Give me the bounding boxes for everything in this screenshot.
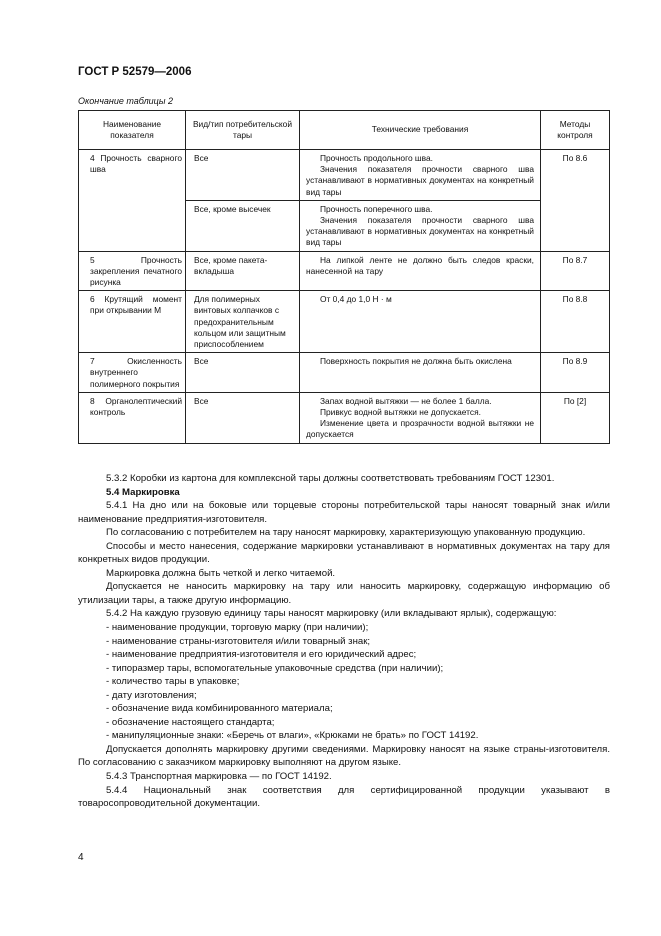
- table-row: [79, 291, 610, 353]
- header-container-type: Вид/тип потребительской тары: [186, 111, 300, 150]
- list-item: - наименование страны-изготовителя и/или товарный знак;: [106, 635, 371, 647]
- list-item: - типоразмер тары, вспомогательные упаковочные средства (при наличии);: [106, 662, 444, 674]
- table-header-row: [79, 111, 610, 150]
- type-cell: Все: [186, 353, 300, 393]
- type-cell: Все: [186, 150, 300, 201]
- table-row: [79, 353, 610, 393]
- requirement-cell: От 0,4 до 1,0 Н · м: [300, 291, 541, 353]
- page-number: 4: [78, 852, 84, 863]
- table-row: [79, 251, 610, 291]
- header-requirements: Технические требования: [300, 111, 541, 150]
- list-item: - обозначение настоящего стандарта;: [106, 716, 275, 728]
- list-item: - обозначение вида комбинированного материала;: [106, 703, 333, 715]
- paragraph: Способы и место нанесения, содержание маркировки устанавливают в нормативных документах на тару для конкретных видов продукции.: [78, 540, 610, 566]
- list-item: - количество тары в упаковке;: [106, 676, 240, 688]
- list-item: - наименование предприятия-изготовителя и его юридический адрес;: [106, 649, 417, 661]
- requirement-cell: Прочность поперечного шва. Значения показателя прочности сварного шва устанавливают в нормативных документах на конкретный вид тары: [300, 200, 541, 251]
- paragraph: Допускается не наносить маркировку на тару или наносить маркировку, содержащую информацию об утилизации тары, а также другую информацию.: [78, 581, 610, 606]
- method-cell: По 8.8: [541, 291, 610, 353]
- header-indicator: Наименование показателя: [79, 111, 186, 150]
- method-cell: По [2]: [541, 392, 610, 443]
- indicator-cell: 7 Окисленность внутреннего полимерного покрытия: [79, 353, 186, 393]
- type-cell: Все: [186, 392, 300, 443]
- indicator-cell: 8 Органолептический контроль: [79, 392, 186, 443]
- indicator-cell: 5 Прочность закрепления печатного рисунка: [79, 251, 186, 291]
- paragraph-5-4-2: 5.4.2 На каждую грузовую единицу тары наносят маркировку (или вкладывают ярлык), содержащую:: [106, 608, 557, 620]
- body-text: [78, 472, 610, 811]
- marking-list: [78, 621, 610, 743]
- table-row: [79, 150, 610, 201]
- paragraph-5-4-4: 5.4.4 Национальный знак соответствия для сертифицированной продукции указывают в товаросопроводительной документации.: [78, 784, 610, 810]
- type-cell: Все, кроме высечек: [186, 200, 300, 251]
- document-code: ГОСТ Р 52579—2006: [78, 66, 192, 78]
- table-row: [79, 392, 610, 443]
- type-cell: Для полимерных винтовых колпачков с предохранительным кольцом или защитным приспособлением: [186, 291, 300, 353]
- header-control-methods: Методы контроля: [541, 111, 610, 150]
- paragraph: По согласованию с потребителем на тару наносят маркировку, характеризующую упакованную продукцию.: [106, 527, 586, 539]
- list-item: - дату изготовления;: [106, 689, 197, 701]
- requirement-cell: На липкой ленте не должно быть следов краски, нанесенной на тару: [300, 251, 541, 291]
- section-heading-marking: 5.4 Маркировка: [106, 486, 180, 498]
- type-cell: Все, кроме пакета-вкладыша: [186, 251, 300, 291]
- paragraph: Маркировка должна быть четкой и легко читаемой.: [106, 567, 336, 579]
- table-caption: Окончание таблицы 2: [78, 96, 173, 106]
- method-cell: По 8.9: [541, 353, 610, 393]
- paragraph-5-4-3: 5.4.3 Транспортная маркировка — по ГОСТ 14192.: [106, 771, 332, 783]
- list-item: - наименование продукции, торговую марку (при наличии);: [106, 622, 369, 634]
- method-cell: По 8.7: [541, 251, 610, 291]
- method-cell: По 8.6: [541, 150, 610, 252]
- indicator-cell: 6 Крутящий момент при открывании М: [79, 291, 186, 353]
- indicator-cell: 4 Прочность сварного шва: [79, 150, 186, 252]
- requirement-cell: Прочность продольного шва. Значения показателя прочности сварного шва устанавливают в нормативных документах на конкретный вид тары: [300, 150, 541, 201]
- paragraph-5-4-1: 5.4.1 На дно или на боковые или торцевые стороны потребительской тары наносят товарный знак и/или наименование предприятия-изготовителя.: [78, 500, 610, 525]
- requirement-cell: Запах водной вытяжки — не более 1 балла. Привкус водной вытяжки не допускается. Изменение цвета и прозрачности водной вытяжки не допускается: [300, 392, 541, 443]
- requirements-table: [78, 110, 610, 444]
- list-item: - манипуляционные знаки: «Беречь от влаги», «Крюками не брать» по ГОСТ 14192.: [106, 730, 479, 742]
- paragraph: Допускается дополнять маркировку другими сведениями. Маркировку наносят на языке страны-изготовителя. По согласованию с заказчиком маркировку выполняют на другом языке.: [78, 743, 610, 769]
- requirement-cell: Поверхность покрытия не должна быть окислена: [300, 353, 541, 393]
- paragraph-5-3-2: 5.3.2 Коробки из картона для комплексной тары должны соответствовать требованиям ГОСТ 12301.: [106, 473, 555, 484]
